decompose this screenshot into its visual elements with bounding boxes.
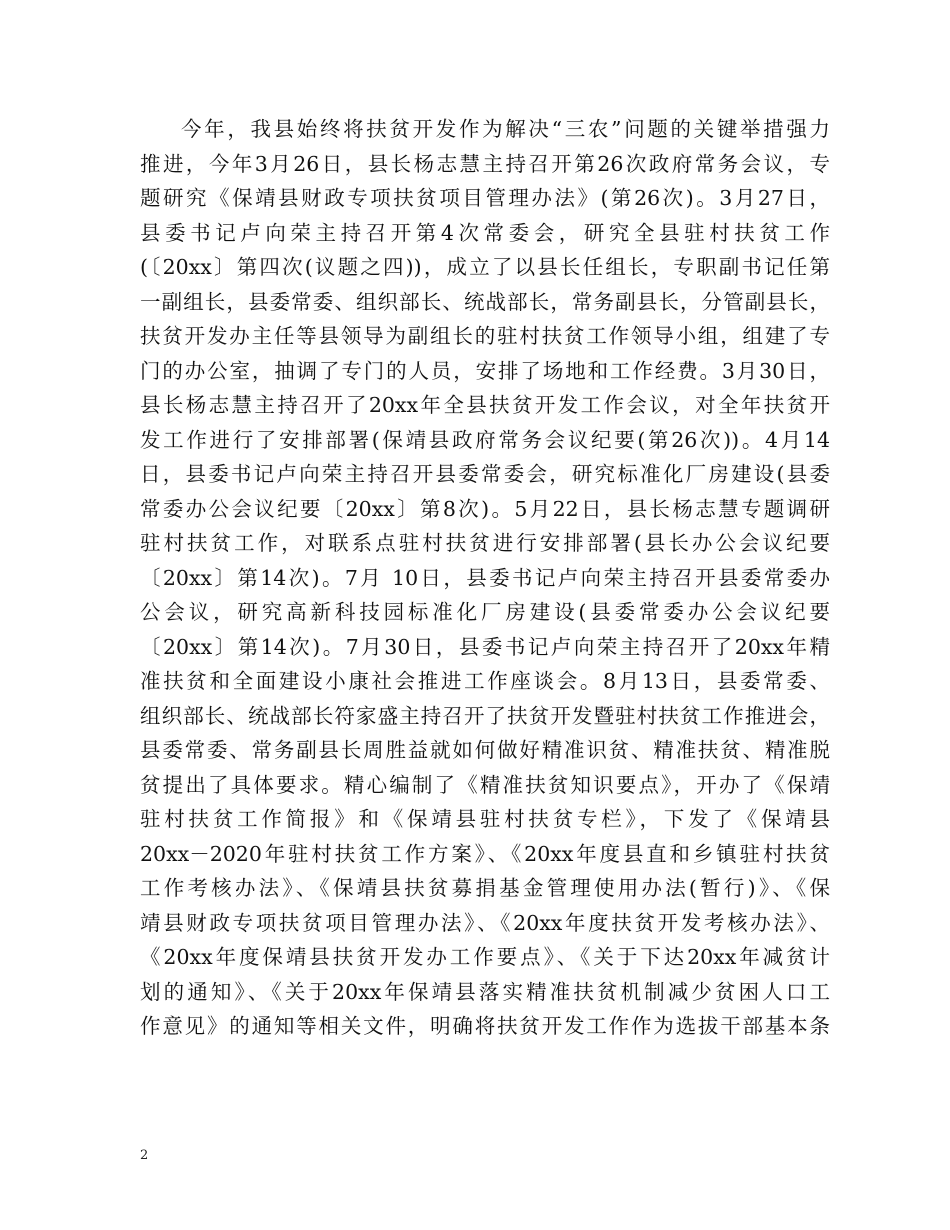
paragraph-line: 组织部长、统战部长符家盛主持召开了扶贫开发暨驻村扶贫工作推进会， [140, 703, 830, 728]
paragraph-line: 划的通知》、《关于20xx年保靖县落实精准扶贫机制减少贫困人口工 [140, 979, 830, 1004]
body-paragraph [140, 112, 830, 1044]
paragraph-line: 县委书记卢向荣主持召开第4次常委会，研究全县驻村扶贫工作 [140, 220, 830, 245]
paragraph-line: 贫提出了具体要求。精心编制了《精准扶贫知识要点》，开办了《保靖 [140, 772, 830, 797]
paragraph-line: 《20xx年度保靖县扶贫开发办工作要点》、《关于下达20xx年减贫计 [140, 945, 830, 969]
paragraph-line: 〔20xx〕第14次)。7月 10日，县委书记卢向荣主持召开县委常委办 [140, 565, 830, 590]
paragraph-line: 一副组长，县委常委、组织部长、统战部长，常务副县长，分管副县长， [140, 289, 830, 314]
paragraph-line: 日，县委书记卢向荣主持召开县委常委会，研究标准化厂房建设(县委 [140, 462, 830, 486]
paragraph-line: 驻村扶贫工作，对联系点驻村扶贫进行安排部署(县长办公会议纪要 [140, 531, 830, 555]
paragraph-line: 题研究《保靖县财政专项扶贫项目管理办法》(第26次)。3月27日， [140, 186, 830, 210]
paragraph-line: 门的办公室，抽调了专门的人员，安排了场地和工作经费。3月30日， [140, 358, 830, 383]
paragraph-line: 县长杨志慧主持召开了20xx年全县扶贫开发工作会议，对全年扶贫开 [140, 393, 830, 417]
paragraph-line: 发工作进行了安排部署(保靖县政府常务会议纪要(第26次))。4月14 [140, 427, 830, 452]
paragraph-line: 靖县财政专项扶贫项目管理办法》、《20xx年度扶贫开发考核办法》、 [140, 910, 830, 935]
paragraph-line: 20xx－2020年驻村扶贫工作方案》、《20xx年度县直和乡镇驻村扶贫 [140, 841, 830, 866]
page-number: 2 [140, 1148, 149, 1163]
paragraph-line: 〔20xx〕第14次)。7月30日，县委书记卢向荣主持召开了20xx年精 [140, 634, 830, 659]
paragraph-line: 扶贫开发办主任等县领导为副组长的驻村扶贫工作领导小组，组建了专 [140, 324, 830, 348]
paragraph-line: 准扶贫和全面建设小康社会推进工作座谈会。8月13日，县委常委、 [140, 669, 830, 693]
paragraph-line: 工作考核办法》、《保靖县扶贫募捐基金管理使用办法(暂行)》、《保 [140, 876, 830, 900]
paragraph-line: 县委常委、常务副县长周胜益就如何做好精准识贫、精准扶贫、精准脱 [140, 738, 830, 762]
paragraph-line: 驻村扶贫工作简报》和《保靖县驻村扶贫专栏》，下发了《保靖县 [140, 807, 830, 831]
paragraph-line: (〔20xx〕第四次(议题之四))，成立了以县长任组长，专职副书记任第 [140, 255, 830, 279]
paragraph-line: 公会议，研究高新科技园标准化厂房建设(县委常委办公会议纪要 [140, 600, 830, 624]
paragraph-line: 作意见》的通知等相关文件，明确将扶贫开发工作作为选拔干部基本条 [140, 1014, 830, 1038]
paragraph-line: 今年，我县始终将扶贫开发作为解决“三农”问题的关键举措强力 [181, 117, 830, 141]
paragraph-line: 推进，今年3月26日，县长杨志慧主持召开第26次政府常务会议，专 [140, 151, 830, 176]
paragraph-line: 常委办公会议纪要〔20xx〕第8次)。5月22日，县长杨志慧专题调研 [140, 496, 830, 521]
